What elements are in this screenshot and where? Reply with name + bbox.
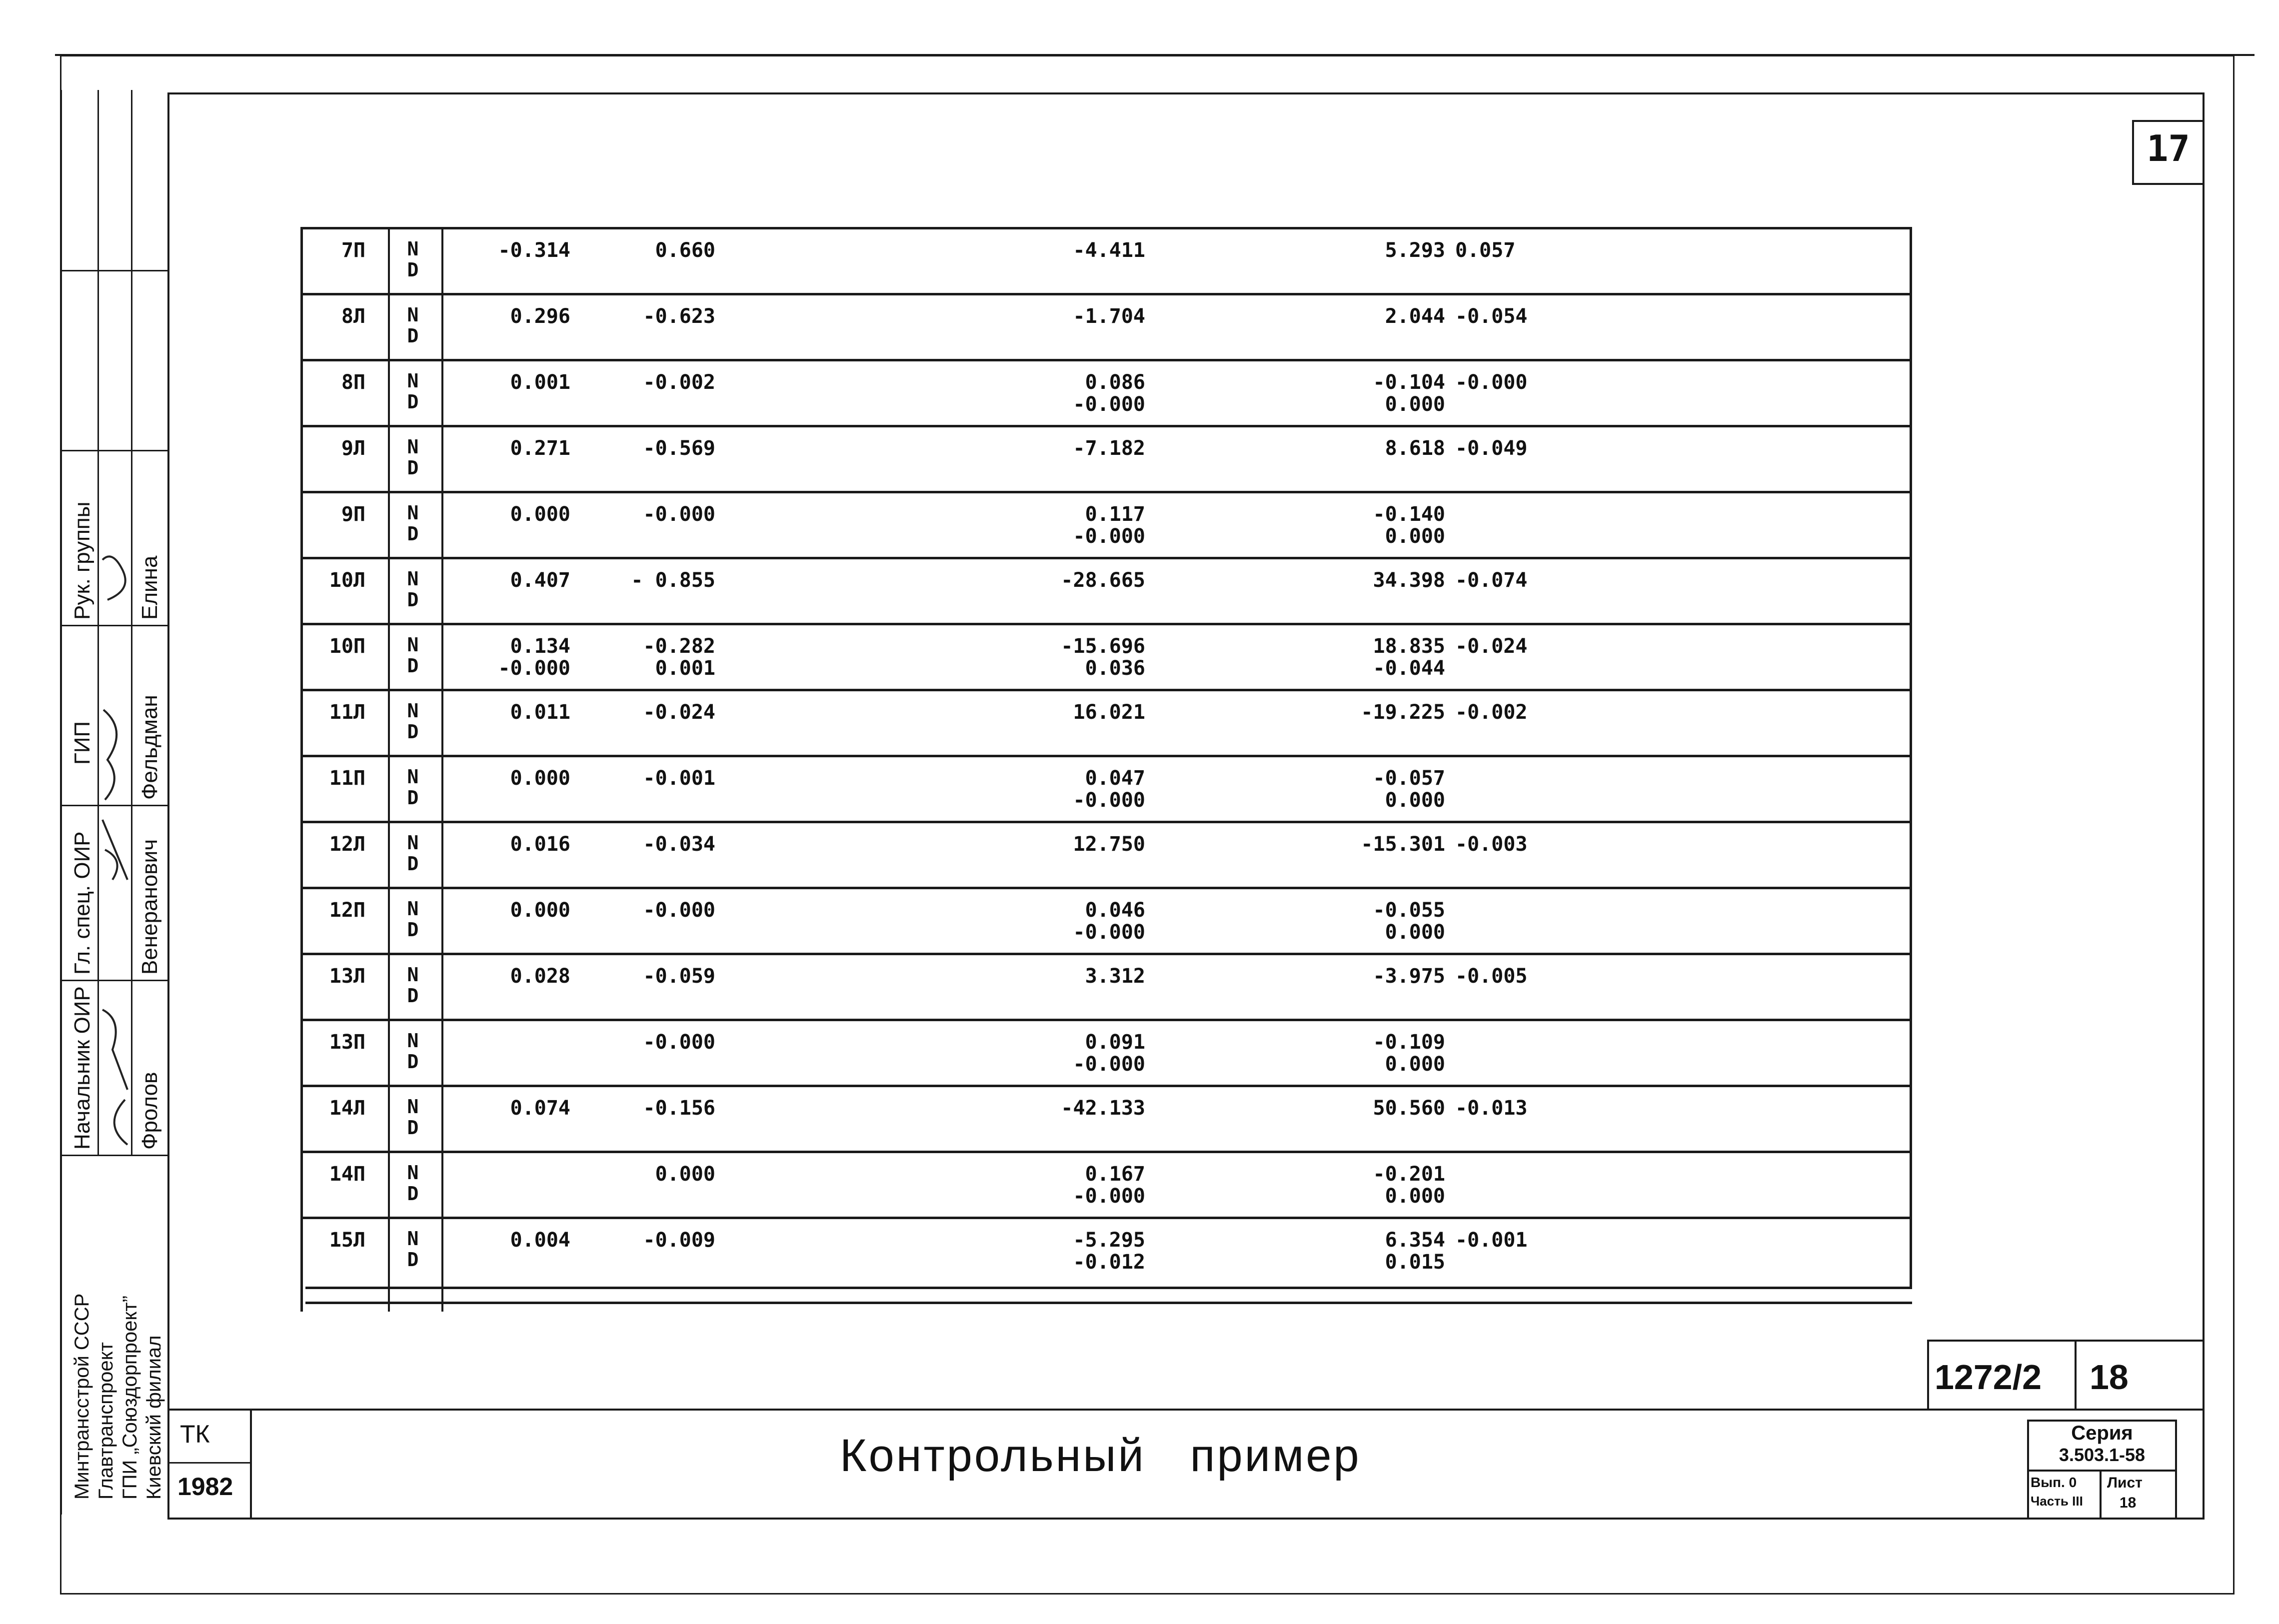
name-gip: Фельдман	[137, 695, 162, 800]
table-row: 9Л N D 0.271 -0.569 -7.182 8.618 -0.049	[300, 425, 1912, 490]
table-row: 7П N D -0.314 0.660 -4.411 5.293 0.057	[300, 227, 1912, 292]
year-label: 1982	[177, 1473, 233, 1501]
signature-strokes	[97, 500, 132, 1150]
table-row: 12Л N D 0.016 -0.034 12.750 -15.301 -0.003	[300, 821, 1912, 886]
org-line-4: Киевский филиал	[143, 1335, 165, 1500]
tk-label: ТК	[180, 1420, 210, 1448]
table-row: 10П N D 0.134 -0.000 -0.282 0.001 -15.696 0.036 18.835 -0.044 -0.024	[300, 623, 1912, 688]
org-line-1: Минтрансстрой СССР	[71, 1293, 93, 1500]
table-row: 13П N D -0.000 0.091 -0.000 -0.109 0.000	[300, 1019, 1912, 1084]
role-head: Начальник ОИР	[70, 986, 94, 1150]
name-chief-spec: Венеранович	[137, 839, 162, 975]
table-row: 13Л N D 0.028 -0.059 3.312 -3.975 -0.005	[300, 953, 1912, 1018]
name-group-lead: Елина	[137, 555, 162, 620]
role-chief-spec: Гл. спец. ОИР	[70, 831, 94, 975]
sheet-total: 18	[2090, 1358, 2129, 1397]
role-group-lead: Рук. группы	[70, 501, 94, 620]
sheet-label: Лист	[2107, 1475, 2143, 1491]
part-label: Часть III	[2031, 1494, 2083, 1509]
name-head: Фролов	[137, 1072, 162, 1150]
page-number: 17	[2147, 127, 2190, 169]
table-row: 8П N D 0.001 -0.002 0.086 -0.000 -0.104 0.000 -0.000	[300, 359, 1912, 424]
results-table	[300, 227, 1912, 1312]
sheet-value: 18	[2120, 1495, 2137, 1511]
issue-label: Вып. 0	[2031, 1475, 2077, 1490]
table-row: 11П N D 0.000 -0.001 0.047 -0.000 -0.057 0.000	[300, 755, 1912, 820]
table-row: 11Л N D 0.011 -0.024 16.021 -19.225 -0.002	[300, 689, 1912, 754]
table-row: 9П N D 0.000 -0.000 0.117 -0.000 -0.140 0.000	[300, 491, 1912, 556]
org-line-3: ГПИ „Союздорпроект”	[119, 1295, 141, 1500]
series-value: 3.503.1-58	[2059, 1445, 2146, 1465]
table-row: 12П N D 0.000 -0.000 0.046 -0.000 -0.055 0.000	[300, 887, 1912, 952]
top-edge-line	[55, 54, 2255, 56]
table-row: 8Л N D 0.296 -0.623 -1.704 2.044 -0.054	[300, 293, 1912, 358]
table-row: 15Л N D 0.004 -0.009 -5.295 -0.012 6.354 0.015 -0.001	[300, 1217, 1912, 1287]
table-row: 14П N D 0.000 0.167 -0.000 -0.201 0.000	[300, 1151, 1912, 1216]
table-row: 10Л N D 0.407 - 0.855 -28.665 34.398 -0.074	[300, 557, 1912, 622]
series-label: Серия	[2071, 1422, 2133, 1444]
sheet-title: Контрольный пример	[840, 1430, 1361, 1481]
table-row: 14Л N D 0.074 -0.156 -42.133 50.560 -0.013	[300, 1085, 1912, 1150]
doc-code: 1272/2	[1935, 1358, 2042, 1397]
role-gip: ГИП	[70, 721, 94, 765]
org-line-2: Главтранспроект	[95, 1342, 117, 1500]
